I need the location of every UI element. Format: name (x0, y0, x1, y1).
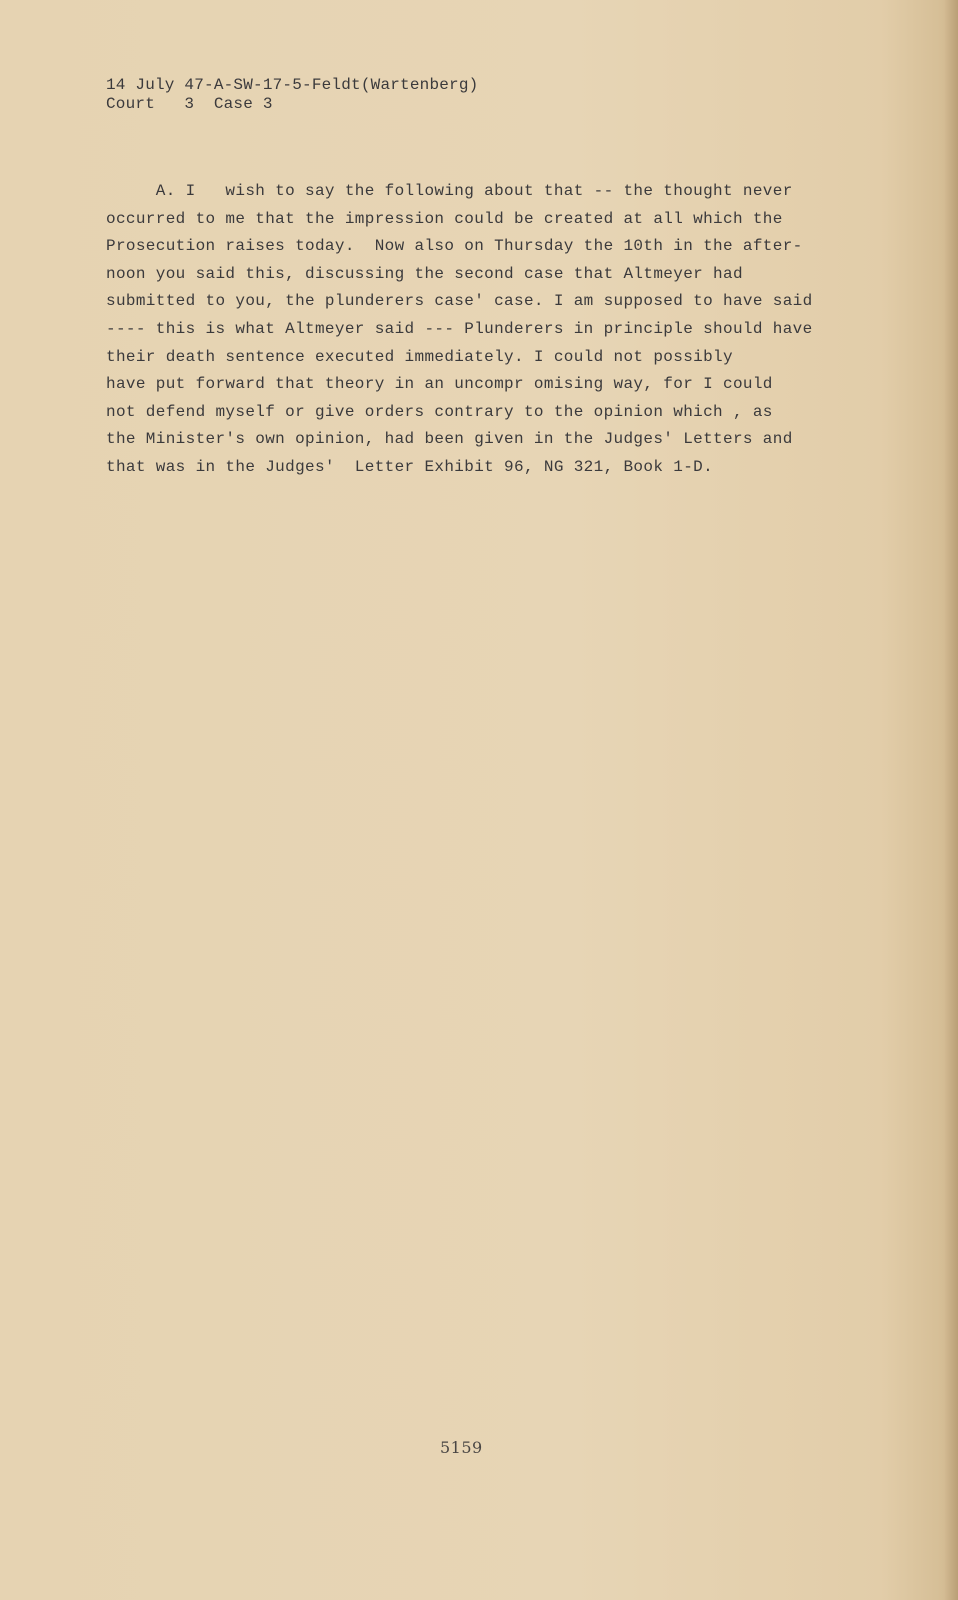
testimony-paragraph (106, 178, 896, 482)
page-number: 5159 (440, 1438, 483, 1457)
body-line: have put forward that theory in an uncompr omising way, for I could (106, 375, 773, 394)
header-court-case-line: Court 3 Case 3 (106, 95, 273, 113)
body-line: their death sentence executed immediately. I could not possibly (106, 347, 733, 366)
body-line: noon you said this, discussing the second case that Altmeyer had (106, 264, 743, 283)
body-line: that was in the Judges' Letter Exhibit 96, NG 321, Book 1-D. (106, 457, 714, 476)
body-line: not defend myself or give orders contrary to the opinion which , as (106, 402, 773, 421)
body-line: ---- this is what Altmeyer said --- Plunderers in principle should have (106, 319, 813, 338)
body-line: A. I wish to say the following about that -- the thought never (106, 182, 793, 200)
body-line: the Minister's own opinion, had been given in the Judges' Letters and (106, 430, 793, 449)
header-reference-line: 14 July 47-A-SW-17-5-Feldt(Wartenberg) (106, 76, 479, 94)
body-line: submitted to you, the plunderers case' case. I am supposed to have said (106, 292, 813, 311)
body-line: Prosecution raises today. Now also on Thursday the 10th in the after- (106, 237, 803, 256)
document-header (106, 76, 478, 114)
body-line: occurred to me that the impression could be created at all which the (106, 209, 783, 228)
